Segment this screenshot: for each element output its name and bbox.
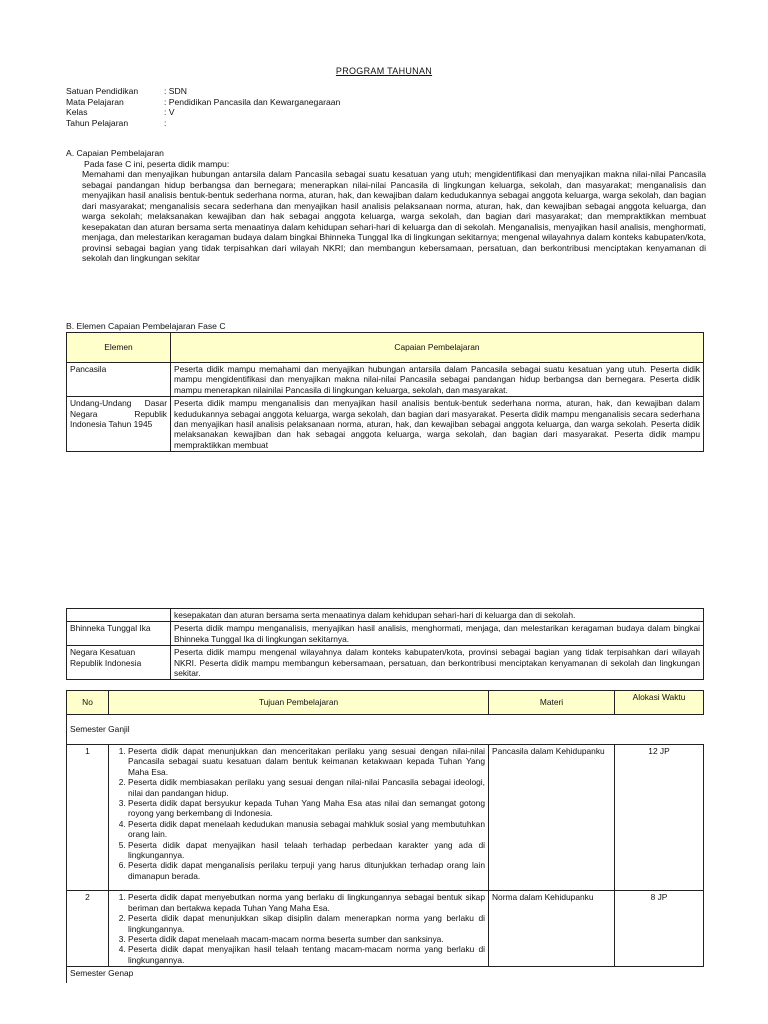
list-item: 4. Peserta didik dapat menyajikan hasil telaah tentang macam-macam norma yang berlaku di lingkungannya. xyxy=(128,944,485,965)
row-number: 1 xyxy=(67,745,109,891)
list-item: 2. Peserta didik membiasakan perilaku yang sesuai dengan nilai-nilai Pancasila sebagai ideologi, nilai dan pandangan hidup. xyxy=(128,777,485,798)
list-item: 1. Peserta didik dapat menyebutkan norma yang berlaku di lingkungannya sebagai bentuk sikap beriman dan bertakwa kepada Tuhan Yang Maha Esa. xyxy=(128,892,485,913)
elemen-cell xyxy=(67,609,171,622)
list-item: 1. Peserta didik dapat menunjukkan dan menceritakan perilaku yang sesuai dengan nilai-nilai Pancasila sebagai suatu kesatuan dalam bentuk keimanan ketakwaan kepada Tuhan Yang Maha Esa. xyxy=(128,746,485,777)
info-value: : xyxy=(164,117,167,128)
elemen-cell: Undang-Undang Dasar Negara Republik Indonesia Tahun 1945 xyxy=(67,397,171,452)
table-row xyxy=(67,609,704,622)
section-a xyxy=(66,148,706,264)
info-value: : Pendidikan Pancasila dan Kewarganegaraan xyxy=(164,96,341,107)
tujuan-header: Tujuan Pembelajaran xyxy=(109,691,489,715)
info-value: : V xyxy=(164,107,175,117)
elemen-table-continued xyxy=(66,608,704,680)
list-item: 2. Peserta didik dapat menunjukkan sikap disiplin dalam menerapkan norma yang berlaku di lingkungannya. xyxy=(128,913,485,934)
section-a-body: Memahami dan menyajikan hubungan antarsila dalam Pancasila sebagai suatu kesatuan yang utuh; mengidentifikasi dan menyajikan makna nilai-nilai Pancasila sebagai pandangan hidup berbangsa dan bernegara; menerapkan nilai-nilai Pancasila di lingkungan keluarga, sekolah, dan masyarakat; menganalisis dan menyajikan hasil analisis bentuk-bentuk sederhana norma, aturan, hak, dan kewajiban dalam kedudukannya sebagai anggota keluarga, warga sekolah, dan bagian dari masyarakat; menganalisis secara sederhana dan menyajikan hasil analisis pelaksanaan norma, aturan, hak, dan kewajiban sebagai anggota keluarga, dan warga sekolah; melaksanakan kewajiban dan hak sebagai anggota keluarga, warga sekolah, dan bagian dari masyarakat; dan mempraktikkan membuat kesepakatan dan aturan bersama serta menaatinya dalam kehidupan sehari-hari di keluarga dan di sekolah. Menganalisis, menyajikan hasil analisis, menghormati, menjaga, dan melestarikan keragaman budaya dalam bingkai Bhinneka Tunggal Ika di lingkungan sekitarnya; mengenal wilayahnya dalam konteks kabupaten/kota, provinsi sebagai bagian yang tidak terpisahkan dari wilayah NKRI; dan membangun kebersamaan, persatuan, dan berkontribusi menciptakan kenyamanan di sekolah dan lingkungan sekitar xyxy=(82,169,706,263)
table-row xyxy=(67,745,704,891)
elemen-cell: Pancasila xyxy=(67,363,171,397)
capaian-cell: Peserta didik mampu menganalisis dan menyajikan hasil analisis bentuk-bentuk sederhana norma, aturan, hak, dan kewajiban dalam kedudukannya sebagai anggota keluarga, warga sekolah, dan bagian dari masyarakat. Peserta didik mampu menganalisis secara sederhana dan menyajikan hasil analisis pelaksanaan norma, aturan, hak, dan kewajiban sebagai anggota keluarga, dan warga sekolah. Peserta didik melaksanakan kewajiban dan hak sebagai anggota keluarga, warga sekolah, dan bagian dari masyarakat. Peserta didik mampu mempraktikkan membuat xyxy=(171,397,704,452)
list-item: 5. Peserta didik dapat menyajikan hasil telaah terhadap perbedaan karakter yang ada di lingkungannya. xyxy=(128,840,485,861)
row-number: 2 xyxy=(67,891,109,967)
capaian-cell: kesepakatan dan aturan bersama serta menaatinya dalam kehidupan sehari-hari di keluarga dan di sekolah. xyxy=(171,609,704,622)
elemen-table xyxy=(66,332,704,452)
info-label: Mata Pelajaran xyxy=(66,96,124,107)
tujuan-cell xyxy=(109,745,489,891)
materi-header: Materi xyxy=(489,691,615,715)
table-row xyxy=(67,363,704,397)
elemen-header: Elemen xyxy=(67,333,171,363)
table-row xyxy=(67,646,704,680)
capaian-header: Capaian Pembelajaran xyxy=(171,333,704,363)
materi-cell: Pancasila dalam Kehidupanku xyxy=(489,745,615,891)
section-b-heading: B. Elemen Capaian Pembelajaran Fase C xyxy=(66,321,226,331)
table-row xyxy=(67,622,704,646)
capaian-cell: Peserta didik mampu menganalisis, menyajikan hasil analisis, menghormati, menjaga, dan melestarikan keragaman budaya dalam bingkai Bhinneka Tunggal Ika di lingkungan sekitarnya. xyxy=(171,622,704,646)
info-value: : SDN xyxy=(164,86,187,96)
info-row xyxy=(66,107,340,118)
list-item: 3. Peserta didik dapat menelaah macam-macam norma beserta sumber dan sanksinya. xyxy=(128,934,485,944)
section-a-intro: Pada fase C ini, peserta didik mampu: xyxy=(84,158,230,169)
capaian-cell: Peserta didik mampu memahami dan menyajikan hubungan antarsila dalam Pancasila sebagai suatu kesatuan yang utuh. Peserta didik mampu mengidentifikasi dan menyajikan makna nilai-nilai Pancasila sebagai pandangan hidup berbangsa dan bernegara. Peserta didik mampu menerapkan nilainilai Pancasila di lingkungan keluarga, sekolah, dan masyarakat. xyxy=(171,363,704,397)
materi-cell: Norma dalam Kehidupanku xyxy=(489,891,615,967)
capaian-cell: Peserta didik mampu mengenal wilayahnya dalam konteks kabupaten/kota, provinsi sebagai bagian yang tidak terpisahkan dari wilayah NKRI. Peserta didik mampu membangun kebersamaan, persatuan, dan berkontribusi menciptakan kenyamanan di sekolah dan lingkungan sekitar. xyxy=(171,646,704,680)
program-table xyxy=(66,690,704,983)
info-row xyxy=(66,86,340,97)
elemen-cell: Negara Kesatuan Republik Indonesia xyxy=(67,646,171,680)
alokasi-cell: 8 JP xyxy=(615,891,704,967)
page-title: PROGRAM TAHUNAN xyxy=(335,66,433,76)
list-item: 4. Peserta didik dapat menelaah kedudukan manusia sebagai mahkluk sosial yang membutuhkan orang lain. xyxy=(128,819,485,840)
section-a-heading: A. Capaian Pembelajaran xyxy=(66,148,164,158)
info-row xyxy=(66,97,340,108)
list-item: 6. Peserta didik dapat menganalisis perilaku terpuji yang harus ditunjukkan terhadap orang lain dimanapun berada. xyxy=(128,860,485,881)
list-item: 3. Peserta didik dapat bersyukur kepada Tuhan Yang Maha Esa atas nilai dan semangat gotong royong yang berkembang di Indonesia. xyxy=(128,798,485,819)
alokasi-header: Alokasi Waktu xyxy=(615,691,704,715)
table-row xyxy=(67,891,704,967)
semester-genap-label: Semester Genap xyxy=(67,967,704,983)
identity-block xyxy=(66,86,340,128)
info-label: Satuan Pendidikan xyxy=(66,86,139,96)
info-row xyxy=(66,118,340,129)
info-label: Tahun Pelajaran xyxy=(66,117,129,128)
table-row xyxy=(67,397,704,452)
info-label: Kelas xyxy=(66,107,88,117)
tujuan-cell xyxy=(109,891,489,967)
semester-ganjil-label: Semester Ganjil xyxy=(67,715,704,745)
elemen-cell: Bhinneka Tunggal Ika xyxy=(67,622,171,646)
alokasi-cell: 12 JP xyxy=(615,745,704,891)
no-header: No xyxy=(67,691,109,715)
